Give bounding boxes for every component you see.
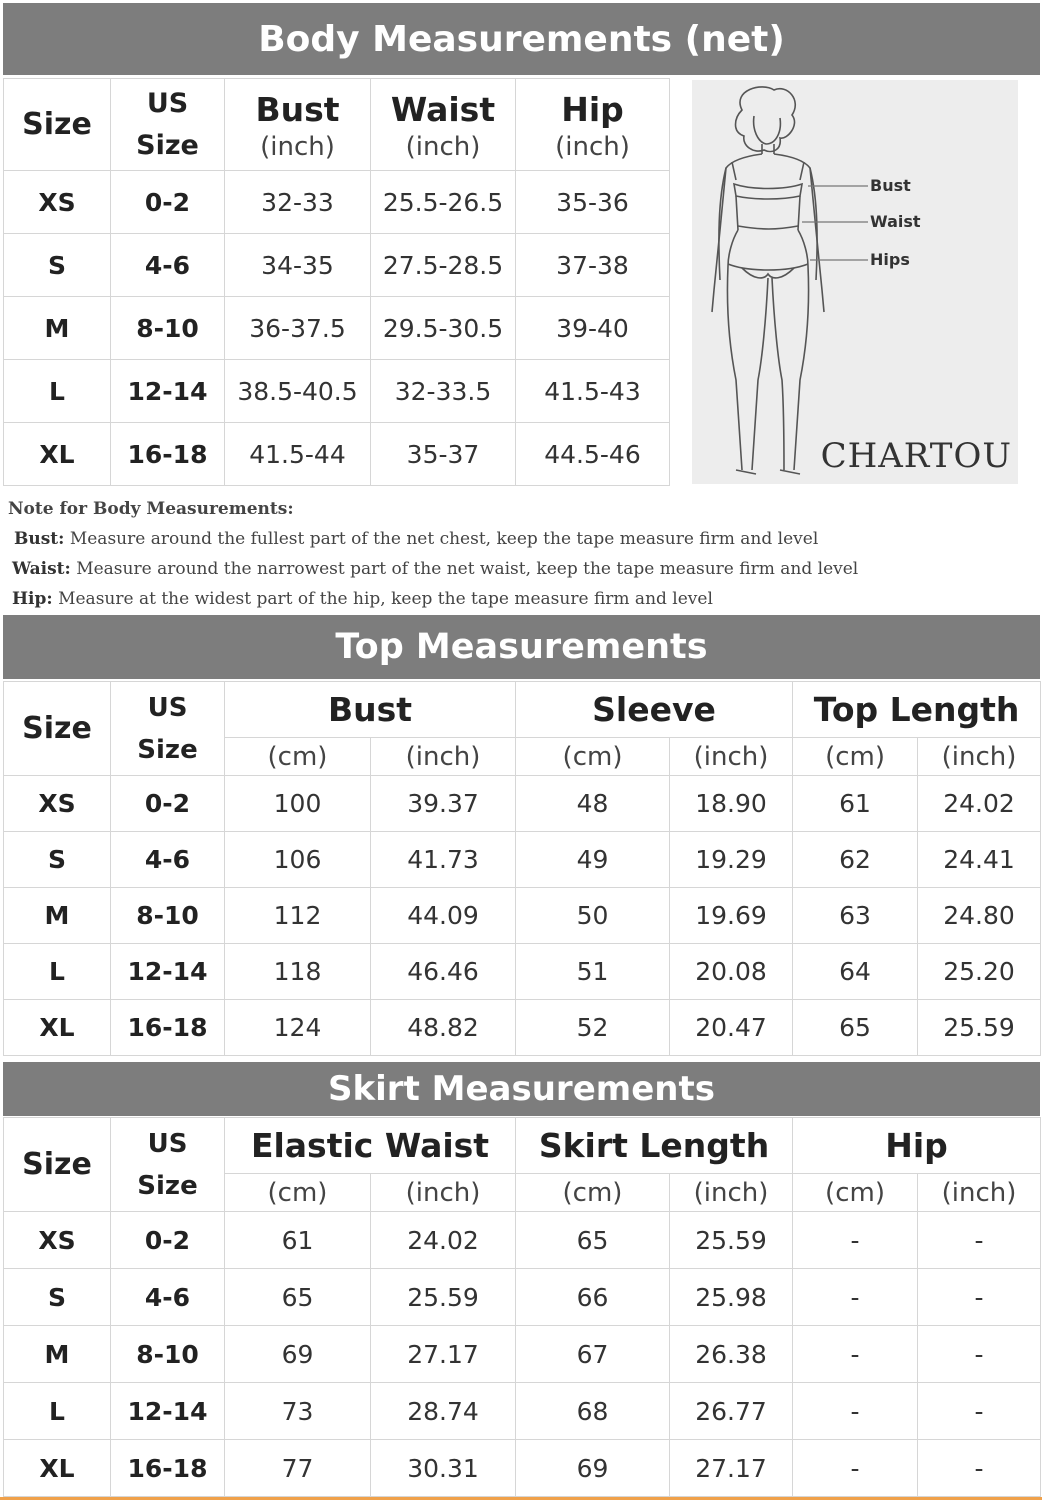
size-cell: XL — [4, 1440, 111, 1497]
us-size-cell: 0-2 — [111, 171, 225, 234]
us-size-header — [111, 682, 225, 776]
table-row — [4, 1383, 1041, 1440]
value-cell: 24.41 — [918, 832, 1041, 888]
bust-group-header: Bust — [225, 682, 516, 738]
sleeve-group-header: Sleeve — [516, 682, 793, 738]
value-cell: 44.5-46 — [516, 423, 670, 486]
table-row — [4, 171, 670, 234]
value-cell: 29.5-30.5 — [371, 297, 516, 360]
note-hip — [8, 584, 1038, 614]
body-silhouette-icon — [692, 80, 1018, 484]
value-cell: 100 — [225, 776, 371, 832]
top-measurements-table — [3, 681, 1041, 1056]
value-cell: 68 — [516, 1383, 670, 1440]
size-cell: XS — [4, 171, 111, 234]
value-cell: 27.5-28.5 — [371, 234, 516, 297]
value-cell: 32-33 — [225, 171, 371, 234]
value-cell: 35-36 — [516, 171, 670, 234]
value-cell: 66 — [516, 1269, 670, 1326]
us-size-cell: 12-14 — [111, 360, 225, 423]
value-cell: 69 — [225, 1326, 371, 1383]
value-cell: 19.29 — [670, 832, 793, 888]
size-cell: XS — [4, 776, 111, 832]
us-size-header — [111, 1118, 225, 1212]
value-cell: 65 — [793, 1000, 918, 1056]
unit-label: (inch) — [260, 131, 335, 162]
note-term: Hip: — [12, 589, 53, 609]
value-cell: - — [918, 1383, 1041, 1440]
note-text: Measure around the fullest part of the net chest, keep the tape measure firm and level — [69, 529, 819, 549]
value-cell: 73 — [225, 1383, 371, 1440]
us-label: US — [146, 87, 189, 119]
size-cell: XS — [4, 1212, 111, 1269]
value-cell: 112 — [225, 888, 371, 944]
value-cell: 25.59 — [670, 1212, 793, 1269]
body-measurements-title: Body Measurements (net) — [3, 3, 1040, 75]
size-cell: S — [4, 1269, 111, 1326]
value-cell: 19.69 — [670, 888, 793, 944]
waist-header — [371, 79, 516, 171]
value-cell: 61 — [225, 1212, 371, 1269]
top-measurements-title: Top Measurements — [3, 615, 1040, 679]
value-cell: 36-37.5 — [225, 297, 371, 360]
brand-logo: CHARTOU — [820, 436, 1012, 476]
value-cell: 34-35 — [225, 234, 371, 297]
value-cell: 44.09 — [371, 888, 516, 944]
skirt-measurements-title: Skirt Measurements — [3, 1062, 1040, 1116]
note-waist — [8, 554, 1038, 584]
value-cell: - — [793, 1212, 918, 1269]
value-cell: 25.98 — [670, 1269, 793, 1326]
us-size-cell: 16-18 — [111, 1000, 225, 1056]
value-cell: 46.46 — [371, 944, 516, 1000]
note-term: Waist: — [12, 559, 71, 579]
unit-label: (inch) — [555, 131, 630, 162]
us-size-cell: 12-14 — [111, 1383, 225, 1440]
value-cell: 26.38 — [670, 1326, 793, 1383]
value-cell: 27.17 — [371, 1326, 516, 1383]
size-cell: S — [4, 234, 111, 297]
value-cell: 50 — [516, 888, 670, 944]
value-cell: 64 — [793, 944, 918, 1000]
table-row — [4, 297, 670, 360]
us-size-cell: 8-10 — [111, 888, 225, 944]
value-cell: 25.5-26.5 — [371, 171, 516, 234]
value-cell: 41.5-43 — [516, 360, 670, 423]
value-cell: - — [918, 1212, 1041, 1269]
body-measurements-table — [3, 78, 670, 486]
value-cell: 39.37 — [371, 776, 516, 832]
value-cell: 65 — [516, 1212, 670, 1269]
value-cell: - — [793, 1326, 918, 1383]
size-cell: M — [4, 1326, 111, 1383]
notes-title: Note for Body Measurements: — [8, 499, 294, 519]
skirt-length-group-header: Skirt Length — [516, 1118, 793, 1174]
value-cell: 25.59 — [371, 1269, 516, 1326]
value-cell: 24.02 — [918, 776, 1041, 832]
unit-cm: (cm) — [225, 738, 371, 776]
table-row — [4, 1269, 1041, 1326]
us-size-cell: 16-18 — [111, 1440, 225, 1497]
size-label: Size — [136, 129, 199, 161]
value-cell: 118 — [225, 944, 371, 1000]
size-label: Size — [137, 734, 198, 765]
size-header: Size — [4, 1118, 111, 1212]
size-cell: L — [4, 360, 111, 423]
bust-label: Bust — [255, 89, 340, 129]
size-cell: XL — [4, 1000, 111, 1056]
size-header: Size — [4, 682, 111, 776]
us-size-header — [111, 79, 225, 171]
size-label: Size — [137, 1170, 198, 1201]
body-header-row — [4, 79, 670, 171]
value-cell: 26.77 — [670, 1383, 793, 1440]
value-cell: 28.74 — [371, 1383, 516, 1440]
us-label: US — [147, 692, 188, 723]
value-cell: 106 — [225, 832, 371, 888]
value-cell: 48 — [516, 776, 670, 832]
value-cell: 25.59 — [918, 1000, 1041, 1056]
skirt-measurements-table — [3, 1117, 1041, 1497]
value-cell: 30.31 — [371, 1440, 516, 1497]
body-figure-illustration — [692, 80, 1018, 484]
size-cell: M — [4, 297, 111, 360]
note-term: Bust: — [14, 529, 65, 549]
unit-inch: (inch) — [670, 738, 793, 776]
figure-label-bust: Bust — [870, 176, 911, 195]
value-cell: 65 — [225, 1269, 371, 1326]
us-size-cell: 8-10 — [111, 297, 225, 360]
unit-cm: (cm) — [793, 738, 918, 776]
unit-label: (inch) — [405, 131, 481, 162]
us-size-cell: 16-18 — [111, 423, 225, 486]
unit-cm: (cm) — [516, 1174, 670, 1212]
unit-cm: (cm) — [225, 1174, 371, 1212]
size-cell: L — [4, 1383, 111, 1440]
figure-label-waist: Waist — [870, 212, 921, 231]
us-size-cell: 4-6 — [111, 1269, 225, 1326]
us-label: US — [147, 1128, 188, 1159]
figure-label-hips: Hips — [870, 250, 910, 269]
size-cell: XL — [4, 423, 111, 486]
size-header: Size — [4, 79, 111, 171]
unit-inch: (inch) — [670, 1174, 793, 1212]
value-cell: 24.02 — [371, 1212, 516, 1269]
value-cell: 69 — [516, 1440, 670, 1497]
value-cell: 25.20 — [918, 944, 1041, 1000]
unit-cm: (cm) — [793, 1174, 918, 1212]
body-measurement-notes — [8, 494, 1038, 614]
value-cell: 41.73 — [371, 832, 516, 888]
unit-inch: (inch) — [918, 1174, 1041, 1212]
value-cell: 61 — [793, 776, 918, 832]
table-row — [4, 1212, 1041, 1269]
value-cell: - — [918, 1269, 1041, 1326]
value-cell: - — [793, 1269, 918, 1326]
skirt-header-row — [4, 1118, 1041, 1174]
hip-label: Hip — [561, 89, 624, 129]
table-row — [4, 1440, 1041, 1497]
hip-group-header: Hip — [793, 1118, 1041, 1174]
value-cell: - — [918, 1440, 1041, 1497]
value-cell: 24.80 — [918, 888, 1041, 944]
table-row — [4, 776, 1041, 832]
value-cell: 67 — [516, 1326, 670, 1383]
value-cell: 48.82 — [371, 1000, 516, 1056]
table-row — [4, 360, 670, 423]
us-size-cell: 12-14 — [111, 944, 225, 1000]
table-row — [4, 423, 670, 486]
note-bust — [8, 524, 1038, 554]
value-cell: 51 — [516, 944, 670, 1000]
table-row — [4, 888, 1041, 944]
us-size-cell: 0-2 — [111, 1212, 225, 1269]
value-cell: 124 — [225, 1000, 371, 1056]
us-size-cell: 4-6 — [111, 832, 225, 888]
table-row — [4, 944, 1041, 1000]
value-cell: 32-33.5 — [371, 360, 516, 423]
us-size-cell: 8-10 — [111, 1326, 225, 1383]
top-length-group-header: Top Length — [793, 682, 1041, 738]
us-size-cell: 0-2 — [111, 776, 225, 832]
value-cell: 20.08 — [670, 944, 793, 1000]
unit-inch: (inch) — [918, 738, 1041, 776]
waist-label: Waist — [390, 89, 496, 129]
value-cell: 52 — [516, 1000, 670, 1056]
value-cell: 39-40 — [516, 297, 670, 360]
value-cell: 38.5-40.5 — [225, 360, 371, 423]
value-cell: - — [793, 1440, 918, 1497]
unit-inch: (inch) — [371, 738, 516, 776]
hip-header — [516, 79, 670, 171]
value-cell: 63 — [793, 888, 918, 944]
value-cell: 35-37 — [371, 423, 516, 486]
us-size-cell: 4-6 — [111, 234, 225, 297]
unit-inch: (inch) — [371, 1174, 516, 1212]
table-row — [4, 234, 670, 297]
bust-header — [225, 79, 371, 171]
unit-cm: (cm) — [516, 738, 670, 776]
value-cell: 41.5-44 — [225, 423, 371, 486]
value-cell: 27.17 — [670, 1440, 793, 1497]
elastic-waist-group-header: Elastic Waist — [225, 1118, 516, 1174]
value-cell: 18.90 — [670, 776, 793, 832]
value-cell: 62 — [793, 832, 918, 888]
size-cell: M — [4, 888, 111, 944]
top-header-row — [4, 682, 1041, 738]
note-text: Measure around the narrowest part of the net waist, keep the tape measure firm and level — [76, 559, 859, 579]
value-cell: - — [918, 1326, 1041, 1383]
value-cell: - — [793, 1383, 918, 1440]
value-cell: 37-38 — [516, 234, 670, 297]
table-row — [4, 1326, 1041, 1383]
note-text: Measure at the widest part of the hip, keep the tape measure firm and level — [58, 589, 713, 609]
size-cell: S — [4, 832, 111, 888]
value-cell: 77 — [225, 1440, 371, 1497]
table-row — [4, 1000, 1041, 1056]
value-cell: 20.47 — [670, 1000, 793, 1056]
value-cell: 49 — [516, 832, 670, 888]
size-cell: L — [4, 944, 111, 1000]
table-row — [4, 832, 1041, 888]
